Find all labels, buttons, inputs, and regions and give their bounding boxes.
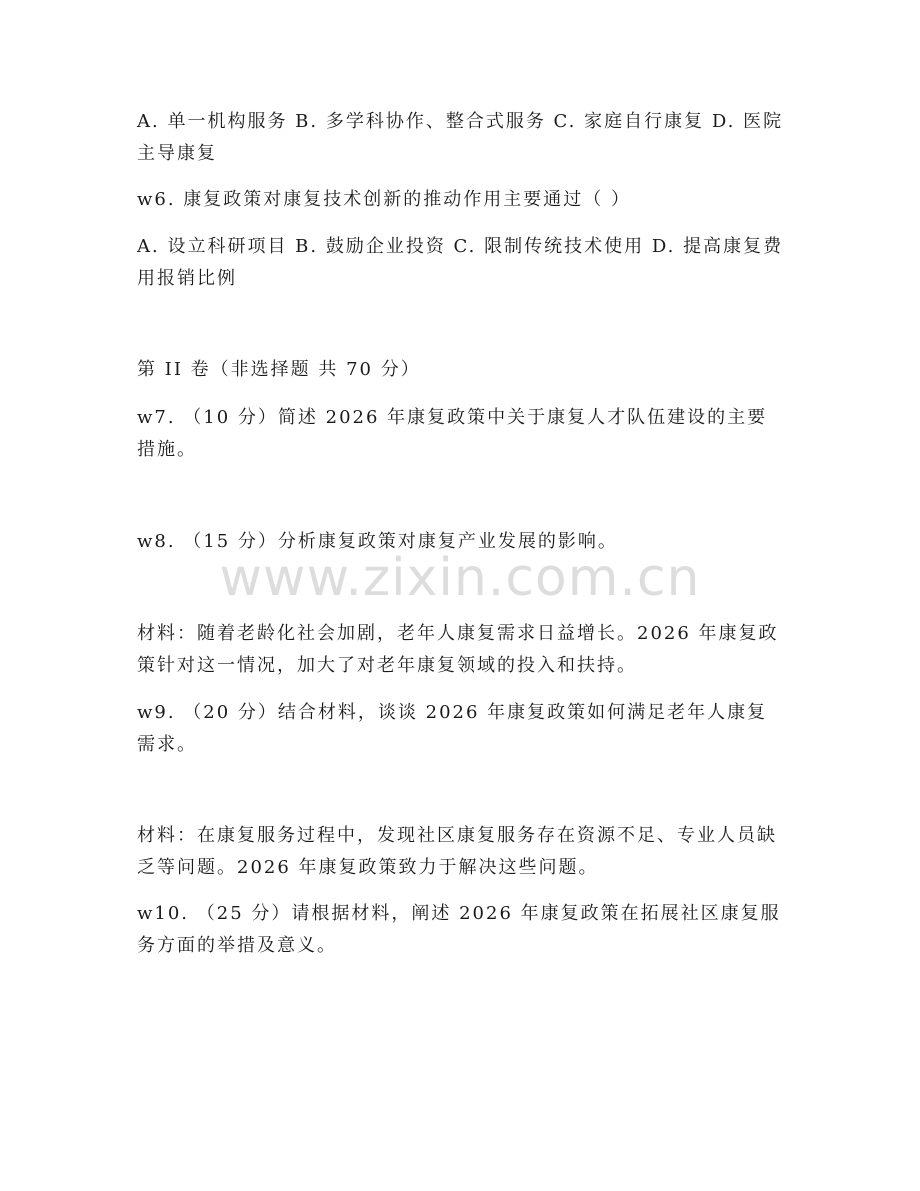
question-5-options: A. 单一机构服务 B. 多学科协作、整合式服务 C. 家庭自行康复 D. 医院主导康复	[137, 111, 784, 164]
question-9: w9. （20 分）结合材料，谈谈 2026 年康复政策如何满足老年人康复需求。	[137, 702, 768, 755]
material-2: 材料：在康复服务过程中，发现社区康复服务存在资源不足、专业人员缺乏等问题。2026 年康复政策致力于解决这些问题。	[137, 825, 777, 878]
section-title: 第 II 卷（非选择题 共 70 分）	[137, 359, 421, 380]
question-6-options: A. 设立科研项目 B. 鼓励企业投资 C. 限制传统技术使用 D. 提高康复费用报销比例	[137, 236, 784, 289]
question-10: w10. （25 分）请根据材料，阐述 2026 年康复政策在拓展社区康复服务方面的举措及意义。	[137, 903, 781, 956]
watermark: www.zixin.com.cn	[219, 548, 701, 608]
material-1: 材料：随着老龄化社会加剧，老年人康复需求日益增长。2026 年康复政策针对这一情况，加大了对老年康复领域的投入和扶持。	[137, 623, 779, 676]
question-6-stem: w6. 康复政策对康复技术创新的推动作用主要通过（ ）	[137, 189, 632, 210]
question-7: w7. （10 分）简述 2026 年康复政策中关于康复人才队伍建设的主要措施。	[137, 407, 768, 460]
question-8: w8. （15 分）分析康复政策对康复产业发展的影响。	[137, 531, 618, 552]
